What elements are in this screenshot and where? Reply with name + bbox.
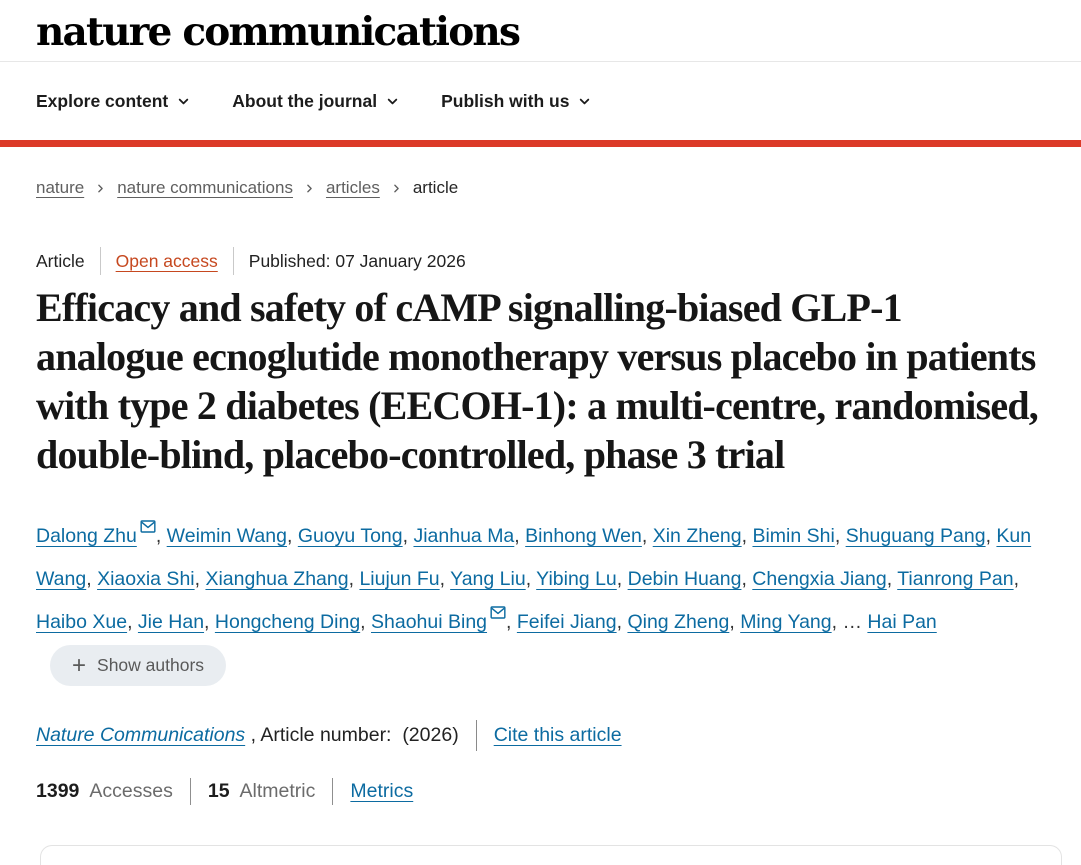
- breadcrumb-link-nature[interactable]: nature: [36, 178, 85, 197]
- author-separator: ,: [514, 525, 526, 547]
- author-link[interactable]: Dalong Zhu: [36, 525, 137, 547]
- chevron-down-icon: [578, 95, 591, 108]
- author-link[interactable]: Hai Pan: [867, 611, 937, 633]
- author-separator: ,: [127, 611, 138, 633]
- author-separator: ,: [86, 568, 98, 590]
- chevron-right-icon: [304, 183, 315, 194]
- journal-logo[interactable]: nature communications: [36, 9, 520, 55]
- plus-icon: +: [72, 651, 87, 679]
- author-separator: ,: [360, 611, 372, 633]
- author-separator: ,: [729, 611, 741, 633]
- divider: [476, 720, 477, 751]
- altmetric-label: Altmetric: [239, 780, 316, 802]
- author-separator: ,: [506, 611, 517, 633]
- nav-explore-content-label: Explore content: [36, 90, 169, 111]
- article-header-section: [0, 178, 1081, 805]
- author-separator: ,: [402, 525, 414, 547]
- email-icon[interactable]: [490, 606, 506, 619]
- author-link[interactable]: Shuguang Pang: [845, 525, 986, 547]
- author-link[interactable]: Kun Wang: [36, 525, 1032, 590]
- chevron-down-icon: [177, 95, 190, 108]
- author-separator: ,: [985, 525, 997, 547]
- author-separator: ,: [831, 611, 843, 633]
- author-separator: ,: [616, 611, 628, 633]
- author-separator: ,: [741, 525, 753, 547]
- cite-this-article-link[interactable]: Cite this article: [493, 724, 622, 746]
- breadcrumb-current-article: article: [412, 178, 459, 197]
- author-link[interactable]: Xianghua Zhang: [205, 568, 349, 590]
- citation-line: [36, 720, 1045, 751]
- author-separator: ,: [348, 568, 360, 590]
- author-separator: ,: [155, 525, 167, 547]
- author-list: [36, 515, 1045, 687]
- author-link[interactable]: Binhong Wen: [525, 525, 642, 547]
- author-link[interactable]: Xin Zheng: [652, 525, 742, 547]
- accesses-count: 1399: [36, 780, 80, 802]
- brand-red-bar: [0, 140, 1081, 147]
- divider: [233, 247, 234, 275]
- author-separator: ,: [641, 525, 653, 547]
- author-ellipsis: …: [842, 611, 868, 633]
- nav-publish-with-us[interactable]: [441, 91, 591, 112]
- show-authors-label: Show authors: [97, 655, 205, 676]
- author-separator: ,: [194, 568, 206, 590]
- nav-about-the-journal-label: About the journal: [232, 90, 378, 111]
- author-link[interactable]: Jianhua Ma: [413, 525, 515, 547]
- metrics-line: [36, 778, 1045, 805]
- show-authors-button[interactable]: [50, 645, 226, 686]
- article-number-text: , Article number: (2026): [245, 724, 459, 746]
- author-link[interactable]: Tianrong Pan: [897, 568, 1014, 590]
- author-link[interactable]: Jie Han: [137, 611, 205, 633]
- author-separator: ,: [741, 568, 753, 590]
- chevron-down-icon: [386, 95, 399, 108]
- divider: [332, 778, 333, 805]
- author-separator: ,: [525, 568, 537, 590]
- author-separator: ,: [1013, 568, 1019, 590]
- accesses-label: Accesses: [89, 780, 173, 802]
- nav-explore-content[interactable]: [36, 91, 190, 112]
- author-separator: ,: [204, 611, 215, 633]
- metrics-link[interactable]: Metrics: [350, 780, 414, 802]
- nav-publish-with-us-label: Publish with us: [441, 90, 570, 111]
- author-link[interactable]: Qing Zheng: [627, 611, 730, 633]
- breadcrumb: [36, 178, 1045, 198]
- breadcrumb-link-nature-communications[interactable]: nature communications: [117, 178, 293, 197]
- author-separator: ,: [286, 525, 298, 547]
- email-icon[interactable]: [140, 520, 156, 533]
- chevron-right-icon: [95, 183, 106, 194]
- journal-link[interactable]: Nature Communications: [36, 724, 246, 746]
- published-date: Published: 07 January 2026: [248, 250, 466, 271]
- author-link[interactable]: Bimin Shi: [752, 525, 835, 547]
- main-nav: [0, 62, 1081, 140]
- breadcrumb-link-articles[interactable]: articles: [325, 178, 380, 197]
- author-link[interactable]: Hongcheng Ding: [214, 611, 361, 633]
- author-link[interactable]: Yibing Lu: [536, 568, 617, 590]
- author-separator: ,: [439, 568, 451, 590]
- article-meta-line: [36, 247, 1045, 275]
- author-link[interactable]: Haibo Xue: [36, 611, 128, 633]
- author-link[interactable]: Xiaoxia Shi: [97, 568, 195, 590]
- article-type-label: Article: [36, 250, 85, 271]
- author-link[interactable]: Debin Huang: [627, 568, 742, 590]
- content-card-top-edge: [40, 845, 1062, 865]
- author-link[interactable]: Weimin Wang: [166, 525, 287, 547]
- author-link[interactable]: Guoyu Tong: [297, 525, 403, 547]
- author-link[interactable]: Shaohui Bing: [371, 611, 488, 633]
- altmetric-count: 15: [207, 780, 230, 802]
- divider: [190, 778, 191, 805]
- site-header: [0, 0, 1081, 62]
- author-link[interactable]: Chengxia Jiang: [752, 568, 887, 590]
- author-link[interactable]: Feifei Jiang: [516, 611, 617, 633]
- divider: [100, 247, 101, 275]
- author-separator: ,: [834, 525, 846, 547]
- author-link[interactable]: Liujun Fu: [359, 568, 440, 590]
- author-separator: ,: [616, 568, 628, 590]
- nav-about-the-journal[interactable]: [232, 91, 399, 112]
- author-link[interactable]: Ming Yang: [740, 611, 832, 633]
- open-access-link[interactable]: Open access: [115, 250, 218, 271]
- article-title: Efficacy and safety of cAMP signalling-biased GLP-1 analogue ecnoglutide monotherapy versus placebo in patients with type 2 diabetes (EECOH-1): a multi-centre, randomised, double-blind, placebo-controlled, phase 3 trial: [36, 285, 1038, 477]
- chevron-right-icon: [391, 183, 402, 194]
- author-link[interactable]: Yang Liu: [450, 568, 526, 590]
- author-separator: ,: [886, 568, 898, 590]
